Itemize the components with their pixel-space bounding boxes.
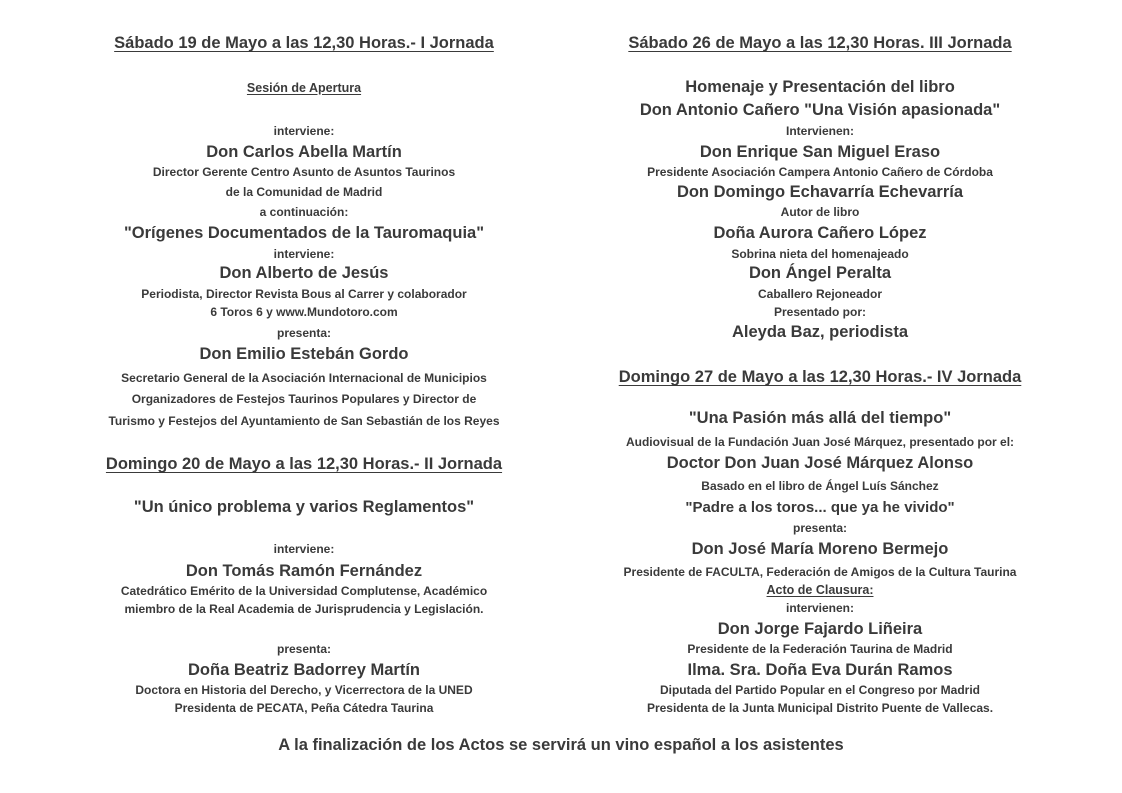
- speaker-description: Secretario General de la Asociación Internacional de Municipios: [121, 371, 487, 385]
- book-title: "Padre a los toros... que ya he vivido": [685, 499, 955, 516]
- speaker-description: Diputada del Partido Popular en el Congreso por Madrid: [659, 683, 981, 697]
- session-title: "Un único problema y varios Reglamentos": [133, 498, 475, 516]
- speaker-description: miembro de la Real Academia de Jurisprudencia y Legislación.: [124, 602, 484, 616]
- speaker-name: Don Tomás Ramón Fernández: [185, 562, 423, 580]
- intervienen-label: intervienen:: [785, 601, 854, 615]
- speaker-description: de la Comunidad de Madrid: [225, 185, 383, 199]
- speaker-description: Catedrático Emérito de la Universidad Complutense, Académico: [120, 584, 488, 598]
- presentado-por-label: Presentado por:: [773, 305, 866, 319]
- speaker-description: Periodista, Director Revista Bous al Carrer y colaborador: [141, 287, 467, 301]
- presenta-label: presenta:: [276, 642, 332, 656]
- speaker-name: Aleyda Baz, periodista: [731, 323, 909, 341]
- audiovisual-text: Audiovisual de la Fundación Juan José Márquez, presentado por el:: [625, 435, 1015, 449]
- session-title: "Una Pasión más allá del tiempo": [688, 409, 952, 427]
- speaker-name: Doña Beatriz Badorrey Martín: [188, 661, 420, 679]
- speaker-name: Don Ángel Peralta: [748, 264, 892, 282]
- speaker-name: Don Jorge Fajardo Liñeira: [717, 620, 923, 638]
- interviene-label: interviene:: [273, 247, 335, 261]
- presenta-label: presenta:: [276, 326, 332, 340]
- speaker-description: Caballero Rejoneador: [757, 287, 883, 301]
- speaker-description: Sobrina nieta del homenajeado: [731, 247, 909, 261]
- speaker-name: Don Alberto de Jesús: [219, 264, 389, 282]
- speaker-name: Don Emilio Estebán Gordo: [199, 345, 409, 363]
- speaker-description: Presidenta de PECATA, Peña Cátedra Taurina: [174, 701, 434, 715]
- speaker-description: Presidente de la Federación Taurina de Madrid: [687, 642, 953, 656]
- jornada-2-heading: Domingo 20 de Mayo a las 12,30 Horas.- II Jornada: [105, 455, 503, 473]
- speaker-description: Autor de libro: [780, 205, 860, 219]
- speaker-name: Don José María Moreno Bermejo: [691, 540, 949, 558]
- speaker-description: Presidente Asociación Campera Antonio Cañero de Córdoba: [647, 165, 993, 179]
- speaker-name: Don Carlos Abella Martín: [206, 143, 402, 161]
- intervienen-label: Intervienen:: [785, 124, 854, 138]
- speaker-name: Don Domingo Echavarría Echevarría: [676, 183, 964, 201]
- homenaje-title: Homenaje y Presentación del libro: [685, 78, 955, 96]
- speaker-description: 6 Toros 6 y www.Mundotoro.com: [210, 305, 398, 319]
- speaker-description: Doctora en Historia del Derecho, y Vicerrectora de la UNED: [135, 683, 473, 697]
- speaker-description: Presidente de FACULTA, Federación de Amigos de la Cultura Taurina: [623, 565, 1017, 579]
- jornada-4-heading: Domingo 27 de Mayo a las 12,30 Horas.- IV Jornada: [618, 368, 1022, 386]
- speaker-description: Turismo y Festejos del Ayuntamiento de San Sebastián de los Reyes: [108, 414, 500, 428]
- jornada-3-heading: Sábado 26 de Mayo a las 12,30 Horas. III Jornada: [628, 34, 1012, 52]
- acto-clausura-label: Acto de Clausura:: [766, 583, 874, 597]
- speaker-name: Ilma. Sra. Doña Eva Durán Ramos: [687, 661, 953, 679]
- footer-note: A la finalización de los Actos se servirá un vino español a los asistentes: [278, 736, 844, 754]
- speaker-description: Organizadores de Festejos Taurinos Populares y Director de: [131, 392, 477, 406]
- session-title: "Orígenes Documentados de la Tauromaquia": [123, 224, 485, 242]
- speaker-name: Doña Aurora Cañero López: [713, 224, 927, 242]
- speaker-name: Doctor Don Juan José Márquez Alonso: [666, 454, 974, 472]
- jornada-1-heading: Sábado 19 de Mayo a las 12,30 Horas.- I Jornada: [114, 34, 494, 52]
- speaker-name: Don Enrique San Miguel Eraso: [699, 143, 941, 161]
- sesion-apertura-label: Sesión de Apertura: [246, 81, 362, 95]
- a-continuacion-label: a continuación:: [259, 205, 349, 219]
- presenta-label: presenta:: [792, 521, 848, 535]
- basado-text: Basado en el libro de Ángel Luís Sánchez: [701, 479, 939, 493]
- speaker-description: Presidenta de la Junta Municipal Distrito Puente de Vallecas.: [646, 701, 994, 715]
- interviene-label: interviene:: [273, 124, 335, 138]
- speaker-description: Director Gerente Centro Asunto de Asuntos Taurinos: [152, 165, 456, 179]
- homenaje-title: Don Antonio Cañero "Una Visión apasionada": [639, 101, 1001, 119]
- interviene-label: interviene:: [273, 542, 335, 556]
